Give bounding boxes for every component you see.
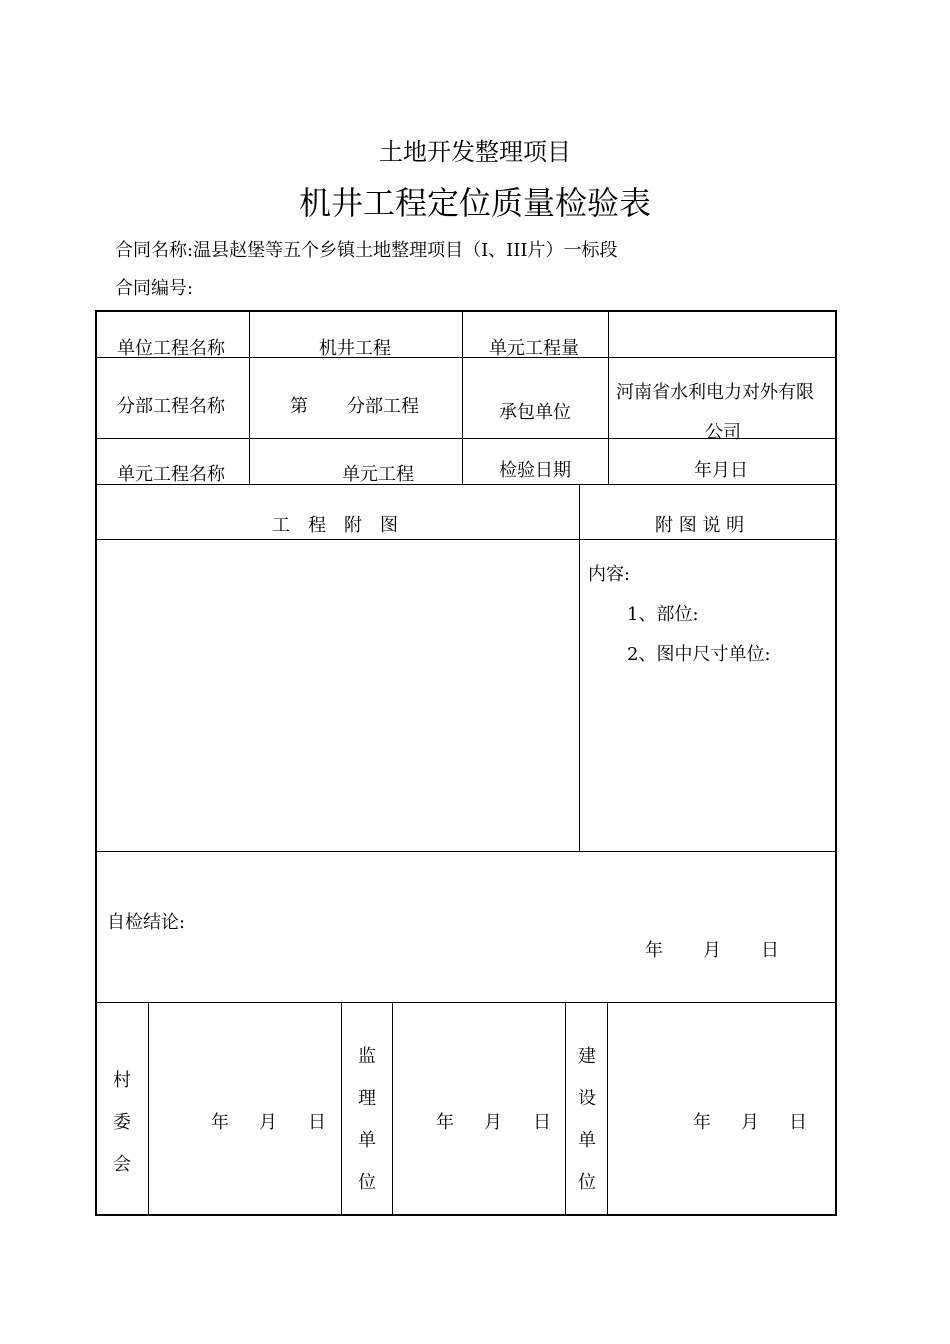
supervision-sign-month: 月 [484,1112,502,1133]
village-sign-day: 日 [308,1112,326,1133]
construction-unit-label [575,1036,599,1204]
supervision-sign-year: 年 [436,1112,454,1133]
village-sign-month: 月 [259,1112,277,1133]
notes-header: 附 图 说 明 [655,515,745,536]
division-suffix: 分部工程 [347,396,419,417]
self-check-month: 月 [703,940,721,961]
drawing-header: 工 程 附 图 [272,515,398,536]
rule [249,312,250,484]
element-name-value: 单元工程 [342,464,414,485]
supervision-char: 理 [358,1088,376,1109]
drawing-area[interactable] [97,540,579,851]
supervision-char: 位 [358,1172,376,1193]
rule [97,851,835,852]
contract-name-line [115,236,618,262]
contractor-label: 承包单位 [499,402,571,423]
document-title: 机井工程定位质量检验表 [298,184,651,222]
notes-item-location: 1、部位: [627,604,699,625]
construction-sign-day: 日 [789,1112,807,1133]
contract-name-value: 温县赵堡等五个乡镇土地整理项目（I、III片）一标段 [193,240,618,261]
contractor-name-line2: 公司 [705,422,741,443]
contractor-name-line1: 河南省水利电力对外有限 [616,382,814,403]
rule [608,312,609,484]
inspection-date-value: 年月日 [694,460,748,481]
inspection-form-table [95,310,837,1216]
notes-item-dimension-unit: 2、图中尺寸单位: [627,644,771,665]
contract-number-label: 合同编号: [115,278,194,299]
supervision-char: 单 [358,1130,376,1151]
village-char: 委 [113,1112,131,1133]
village-committee-label [110,1060,134,1186]
village-sign-year: 年 [211,1112,229,1133]
supervision-sign-day: 日 [533,1112,551,1133]
self-check-label: 自检结论: [107,912,186,933]
element-quantity-label: 单元工程量 [489,338,579,359]
division-prefix: 第 [290,396,308,417]
self-check-year: 年 [645,940,663,961]
construction-sign-month: 月 [741,1112,759,1133]
rule [148,1002,149,1214]
unit-project-value: 机井工程 [319,338,391,359]
supervision-char: 监 [358,1046,376,1067]
rule [97,1002,835,1003]
village-char: 村 [113,1070,131,1091]
rule [341,1002,342,1214]
unit-project-label: 单位工程名称 [117,338,225,359]
element-name-label: 单元工程名称 [117,464,225,485]
rule [392,1002,393,1214]
self-check-day: 日 [761,940,779,961]
document-subtitle: 土地开发整理项目 [379,138,571,166]
rule [565,1002,566,1214]
construction-char: 单 [578,1130,596,1151]
inspection-date-label: 检验日期 [499,460,571,481]
supervision-unit-label [355,1036,379,1204]
rule [579,484,580,851]
notes-content-label: 内容: [588,564,631,585]
contract-name-label: 合同名称: [115,240,194,261]
construction-sign-year: 年 [693,1112,711,1133]
construction-char: 设 [578,1088,596,1109]
construction-char: 位 [578,1172,596,1193]
rule [607,1002,608,1214]
division-project-label: 分部工程名称 [117,396,225,417]
construction-char: 建 [578,1046,596,1067]
village-char: 会 [113,1154,131,1175]
rule [462,312,463,484]
